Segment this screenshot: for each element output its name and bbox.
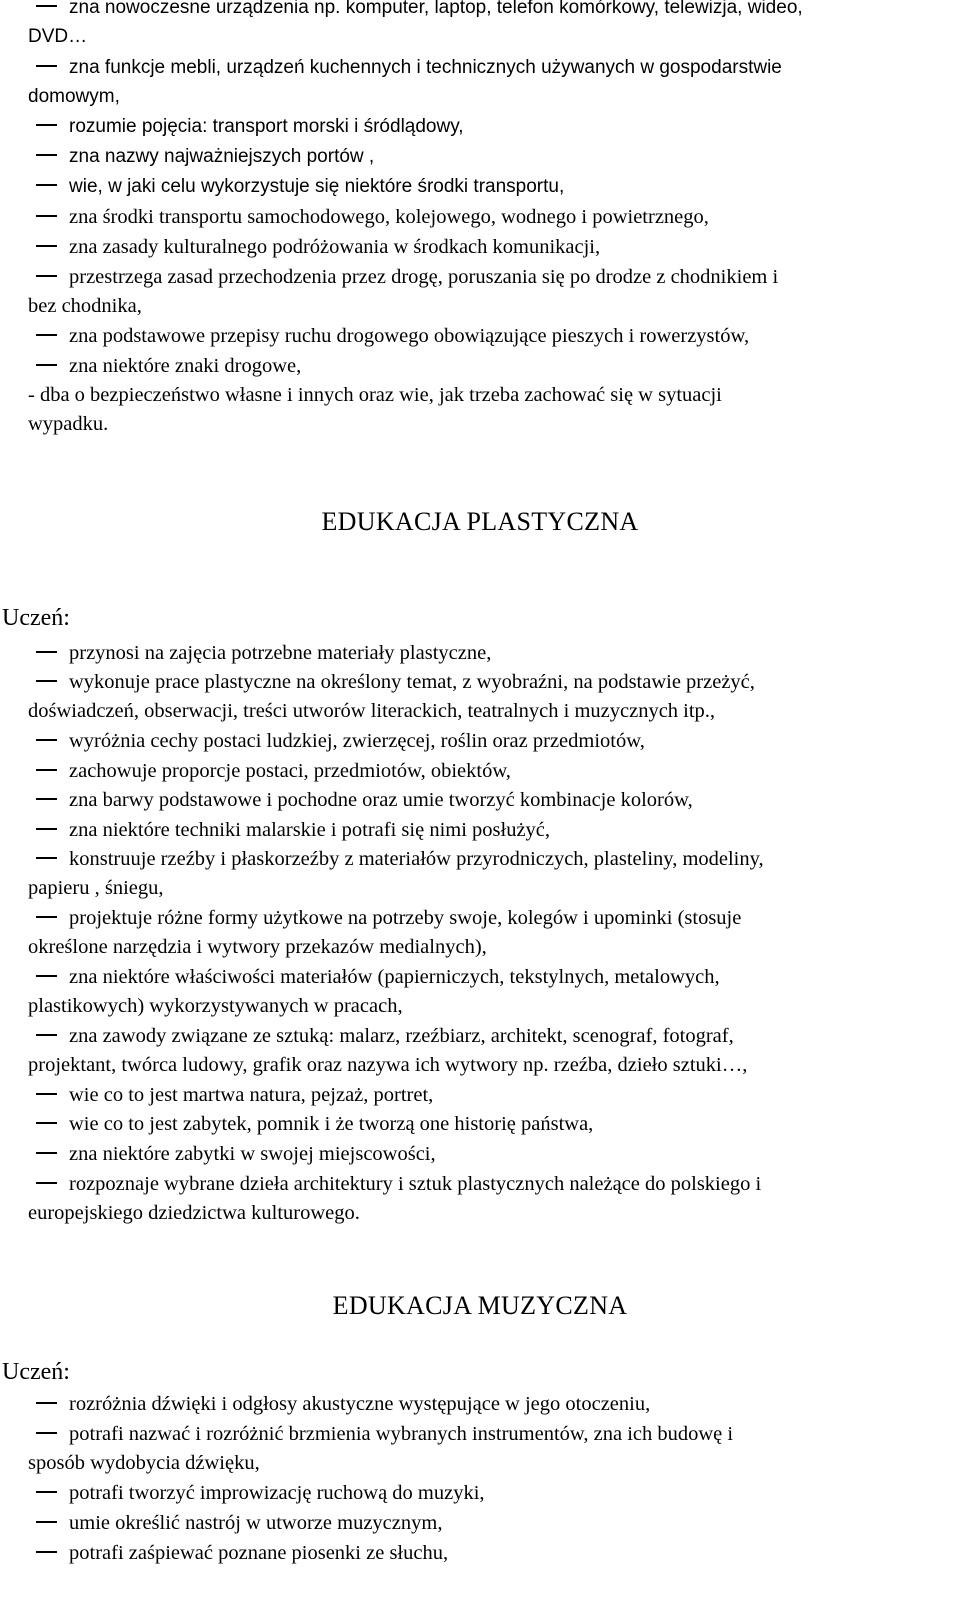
list-item-continuation: europejskiego dziedzictwa kulturowego.	[28, 1202, 360, 1224]
list-item: zna niektóre właściwości materiałów (papierniczych, tekstylnych, metalowych,	[28, 963, 933, 991]
dash-bullet-icon	[36, 154, 57, 156]
list-item: potrafi nazwać i rozróżnić brzmienia wybranych instrumentów, zna ich budowę i	[28, 1420, 933, 1448]
dash-bullet-icon	[36, 275, 57, 277]
list-item: wie co to jest zabytek, pomnik i że tworzą one historię państwa,	[28, 1110, 933, 1138]
list-item-continuation: bez chodnika,	[28, 295, 142, 317]
list-item-continuation: projektant, twórca ludowy, grafik oraz nazywa ich wytwory np. rzeźba, dzieło sztuki…,	[28, 1054, 748, 1076]
pupil-label: Uczeń:	[2, 1359, 70, 1385]
list-item: zna niektóre zabytki w swojej miejscowości,	[28, 1140, 933, 1168]
list-item: zna niektóre techniki malarskie i potrafi się nimi posłużyć,	[28, 816, 933, 844]
list-item: zna funkcje mebli, urządzeń kuchennych i technicznych używanych w gospodarstwie	[28, 54, 933, 82]
dash-bullet-icon	[36, 1034, 57, 1036]
dash-bullet-icon	[36, 1093, 57, 1095]
dash-bullet-icon	[36, 1182, 57, 1184]
list-item: zna środki transportu samochodowego, kolejowego, wodnego i powietrznego,	[28, 203, 933, 231]
list-item: zna niektóre znaki drogowe,	[28, 352, 933, 380]
pupil-label: Uczeń:	[2, 605, 70, 631]
list-item: zna podstawowe przepisy ruchu drogowego obowiązujące pieszych i rowerzystów,	[28, 322, 933, 350]
dash-bullet-icon	[36, 1152, 57, 1154]
list-item: umie określić nastrój w utworze muzycznym,	[28, 1509, 933, 1537]
list-item: potrafi tworzyć improwizację ruchową do muzyki,	[28, 1479, 933, 1507]
list-item: - dba o bezpieczeństwo własne i innych oraz wie, jak trzeba zachować się w sytuacji	[28, 384, 722, 406]
dash-bullet-icon	[36, 798, 57, 800]
dash-bullet-icon	[36, 364, 57, 366]
list-item: wie co to jest martwa natura, pejzaż, portret,	[28, 1081, 933, 1109]
list-item: rozróżnia dźwięki i odgłosy akustyczne występujące w jego otoczeniu,	[28, 1390, 933, 1418]
section-title-muzyczna: EDUKACJA MUZYCZNA	[332, 1291, 628, 1320]
dash-bullet-icon	[36, 739, 57, 741]
dash-bullet-icon	[36, 65, 57, 67]
dash-bullet-icon	[36, 975, 57, 977]
dash-bullet-icon	[36, 124, 57, 126]
list-item-continuation: sposób wydobycia dźwięku,	[28, 1452, 260, 1474]
dash-bullet-icon	[36, 1122, 57, 1124]
dash-bullet-icon	[36, 245, 57, 247]
list-item-continuation: domowym,	[28, 86, 120, 107]
list-item: zna nazwy najważniejszych portów ,	[28, 143, 933, 171]
list-item: zna barwy podstawowe i pochodne oraz umie tworzyć kombinacje kolorów,	[28, 786, 933, 814]
list-item-continuation: plastikowych) wykorzystywanych w pracach,	[28, 995, 403, 1017]
dash-bullet-icon	[36, 651, 57, 653]
dash-bullet-icon	[36, 184, 57, 186]
list-item: potrafi zaśpiewać poznane piosenki ze słuchu,	[28, 1539, 933, 1567]
list-item-continuation: papieru , śniegu,	[28, 877, 164, 899]
dash-bullet-icon	[36, 828, 57, 830]
dash-bullet-icon	[36, 1402, 57, 1404]
dash-bullet-icon	[36, 769, 57, 771]
list-item: zna nowoczesne urządzenia np. komputer, laptop, telefon komórkowy, telewizja, wideo,	[28, 0, 933, 22]
list-item: wykonuje prace plastyczne na określony temat, z wyobraźni, na podstawie przeżyć,	[28, 668, 933, 696]
list-item-continuation: określone narzędzia i wytwory przekazów medialnych),	[28, 936, 487, 958]
list-item: zna zawody związane ze sztuką: malarz, rzeźbiarz, architekt, scenograf, fotograf,	[28, 1022, 933, 1050]
list-item-continuation: wypadku.	[28, 413, 109, 435]
dash-bullet-icon	[36, 916, 57, 918]
list-item: przynosi na zajęcia potrzebne materiały plastyczne,	[28, 639, 933, 667]
dash-bullet-icon	[36, 5, 57, 7]
dash-bullet-icon	[36, 334, 57, 336]
list-item: zna zasady kulturalnego podróżowania w środkach komunikacji,	[28, 233, 933, 261]
dash-bullet-icon	[36, 1521, 57, 1523]
list-item: wyróżnia cechy postaci ludzkiej, zwierzęcej, roślin oraz przedmiotów,	[28, 727, 933, 755]
list-item-continuation: doświadczeń, obserwacji, treści utworów literackich, teatralnych i muzycznych itp.,	[28, 700, 716, 722]
section-title-plastyczna: EDUKACJA PLASTYCZNA	[321, 507, 639, 536]
dash-bullet-icon	[36, 1551, 57, 1553]
list-item: zachowuje proporcje postaci, przedmiotów, obiektów,	[28, 757, 933, 785]
list-item: rozumie pojęcia: transport morski i śródlądowy,	[28, 113, 933, 141]
dash-bullet-icon	[36, 1432, 57, 1434]
list-item-continuation: DVD…	[28, 26, 88, 47]
dash-bullet-icon	[36, 1491, 57, 1493]
list-item: przestrzega zasad przechodzenia przez drogę, poruszania się po drodze z chodnikiem i	[28, 263, 933, 291]
list-item: konstruuje rzeźby i płaskorzeźby z materiałów przyrodniczych, plasteliny, modeliny,	[28, 845, 933, 873]
list-item: wie, w jaki celu wykorzystuje się niektóre środki transportu,	[28, 173, 933, 201]
dash-bullet-icon	[36, 857, 57, 859]
list-item: projektuje różne formy użytkowe na potrzeby swoje, kolegów i upominki (stosuje	[28, 904, 933, 932]
dash-bullet-icon	[36, 215, 57, 217]
dash-bullet-icon	[36, 680, 57, 682]
list-item: rozpoznaje wybrane dzieła architektury i sztuk plastycznych należące do polskiego i	[28, 1170, 933, 1198]
